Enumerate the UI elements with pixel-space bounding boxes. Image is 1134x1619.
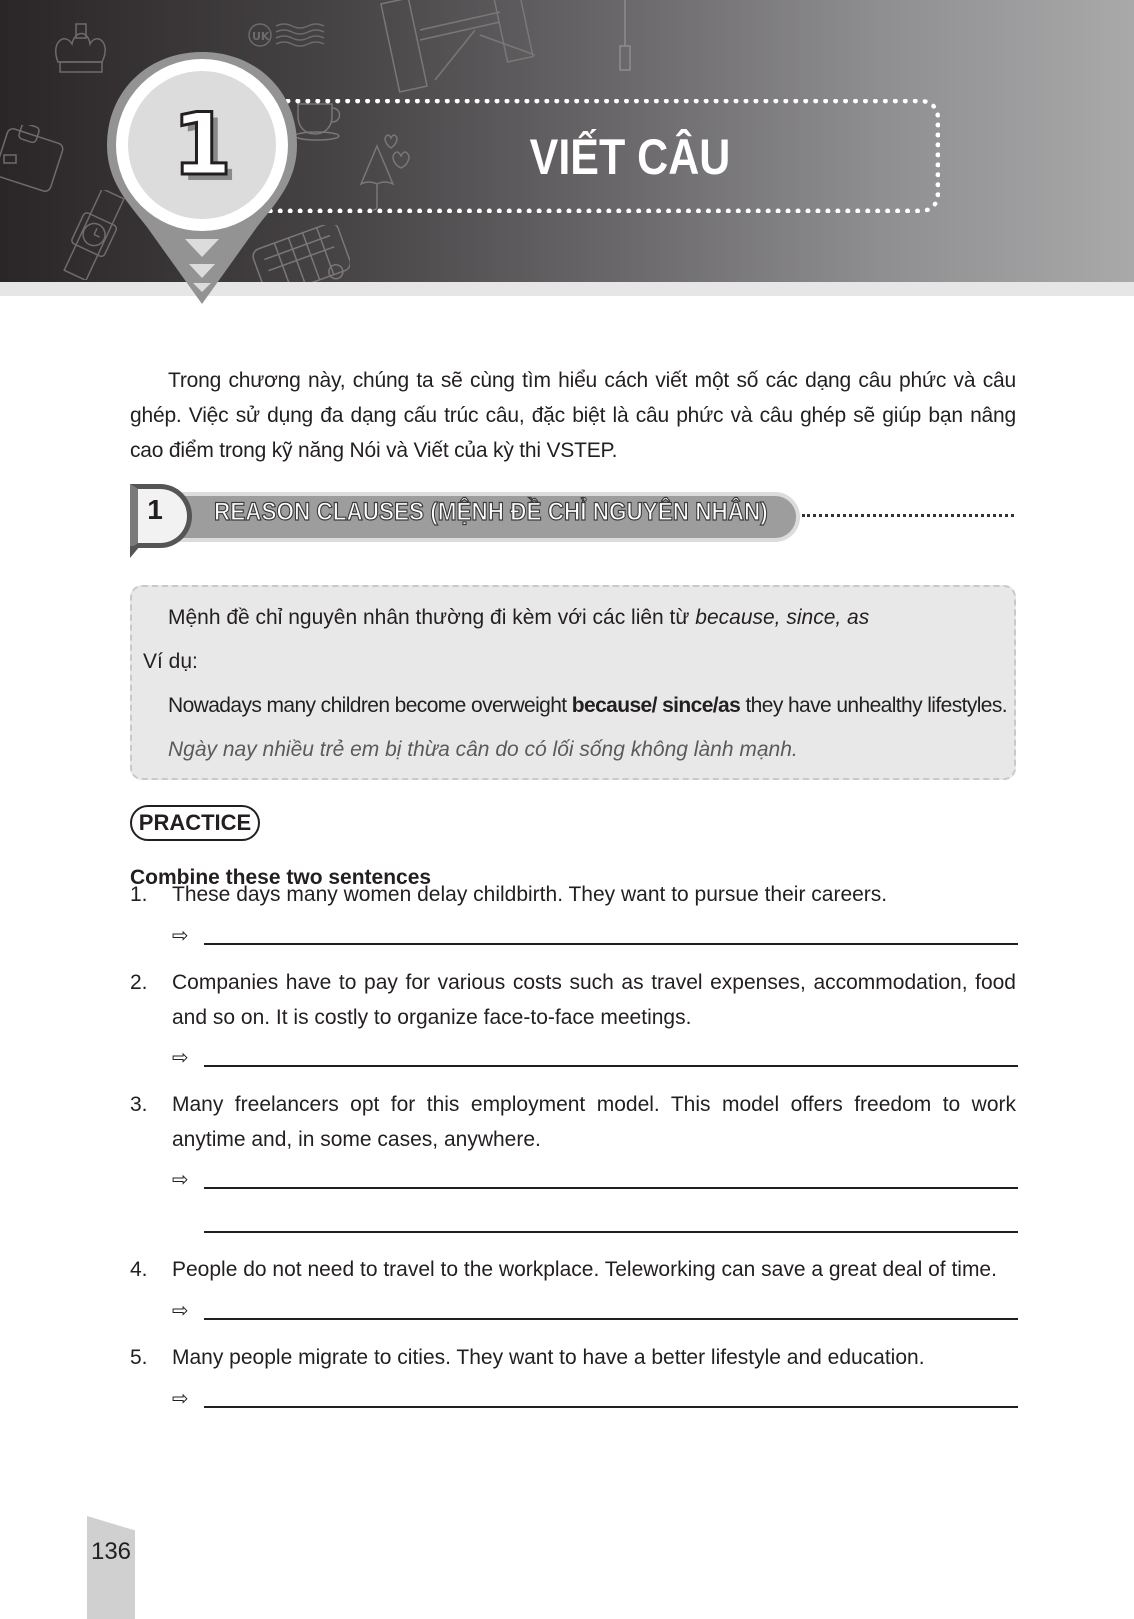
answer-line[interactable] [172,1043,1018,1073]
example-label: Ví dụ: [143,650,198,673]
note-rule-text: Mệnh đề chỉ nguyên nhân thường đi kèm với các liên từ [168,606,696,629]
answer-blank[interactable] [204,1318,1018,1320]
suitcase-icon [0,125,65,200]
uk-stamp-icon [246,20,326,55]
example-translation: Ngày nay nhiều trẻ em bị thừa cân do có lối sống không lành mạnh. [168,738,798,761]
section-number: 1 [147,494,163,525]
answer-blank[interactable] [204,1406,1018,1408]
section-title: REASON CLAUSES (MỆNH ĐỀ CHỈ NGUYÊN NHÂN) [214,498,768,526]
exercise-instruction: Combine these two sentences [130,866,432,889]
question-text: Companies have to pay for various costs such as travel expenses, accommodation, food and so on. It is costly to organize face-to-face meetings. [172,971,1016,1029]
answer-line[interactable] [172,1296,1018,1326]
answer-line[interactable] [172,921,1018,951]
arrow-right-icon: ⇨ [172,925,189,947]
question-text: These days many women delay childbirth. They want to pursue their careers. [172,883,888,906]
question-number: 5. [130,1346,148,1369]
tower-bridge-icon [380,0,540,100]
section-dotted-rule [802,514,1014,517]
answer-blank[interactable] [204,1231,1018,1233]
example-part-2: they have unhealthy lifestyles. [740,694,1008,717]
question-number: 4. [130,1258,148,1281]
example-conjunctions: because/ since/as [571,694,741,717]
big-ben-icon [618,0,632,72]
question-text: People do not need to travel to the workplace. Teleworking can save a great deal of time. [172,1258,997,1281]
svg-text:UK: UK [252,30,270,43]
arrow-right-icon: ⇨ [172,1047,189,1069]
arrow-right-icon: ⇨ [172,1300,189,1322]
question-text: Many people migrate to cities. They want to have a better lifestyle and education. [172,1346,925,1369]
arrow-right-icon: ⇨ [172,1169,189,1191]
arrow-right-icon: ⇨ [172,1388,189,1410]
question-number: 1. [130,883,148,906]
question-number: 2. [130,971,148,994]
crown-icon [50,22,110,87]
example-part-1: Nowadays many children become overweight [168,694,572,717]
answer-blank[interactable] [204,1187,1018,1189]
answer-blank[interactable] [204,1065,1018,1067]
answer-line[interactable] [172,1165,1018,1195]
chapter-number: 1 [172,95,232,195]
section-tab-tail [130,546,140,558]
practice-badge: PRACTICE [130,805,260,841]
page-number: 136 [90,1538,132,1565]
page-number-tab [87,1516,135,1619]
question-number: 3. [130,1093,148,1116]
example-sentence [168,694,1007,718]
answer-blank[interactable] [204,943,1018,945]
question-text: Many freelancers opt for this employment model. This model offers freedom to work anytime and, in some cases, anywhere. [172,1093,1016,1151]
grammar-note-box [130,585,1016,780]
answer-line-continuation[interactable] [172,1209,1018,1239]
note-conjunctions: because, since, as [695,606,870,629]
note-rule [168,606,869,630]
answer-line[interactable] [172,1384,1018,1414]
section-header [130,484,1020,564]
chapter-title: VIẾT CÂU [529,129,731,185]
intro-paragraph: Trong chương này, chúng ta sẽ cùng tìm hiểu cách viết một số các dạng câu phức và câu ghép. Việc sử dụng đa dạng cấu trúc câu, đặc biệt là câu phức và câu ghép sẽ giúp bạn nâng cao điểm trong kỹ năng Nói và Viết của kỳ thi VSTEP. [130,369,1016,462]
